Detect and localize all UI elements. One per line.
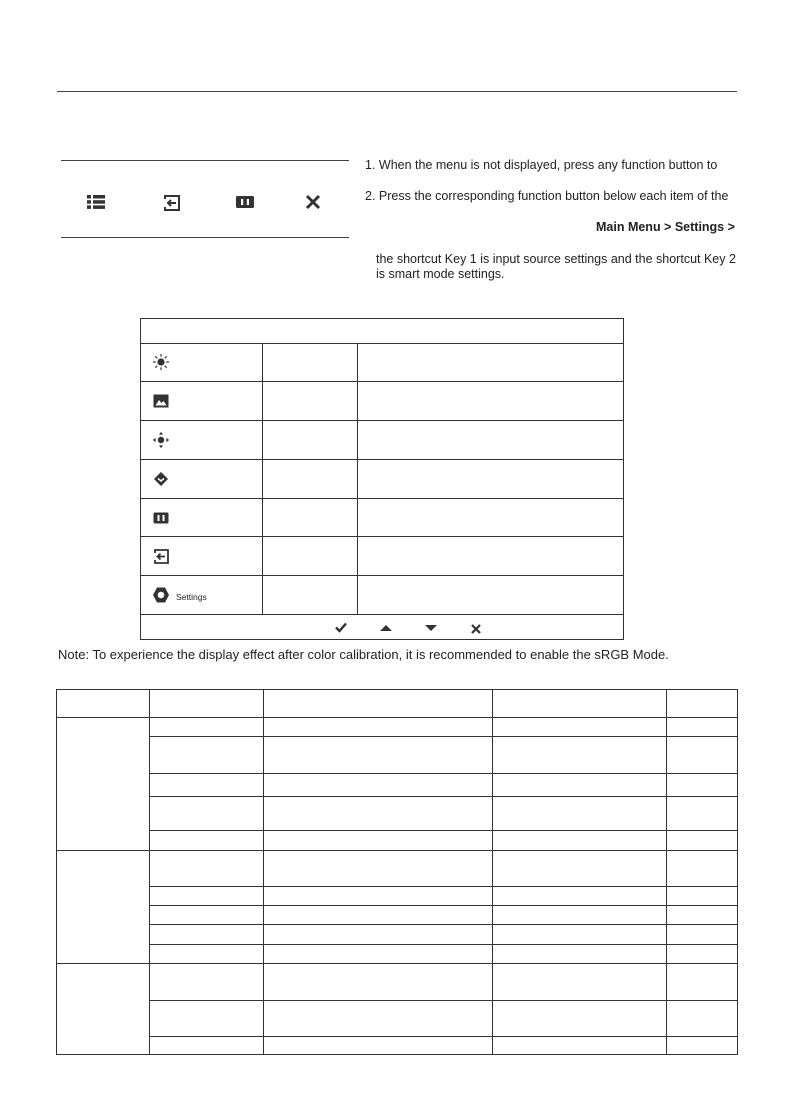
grid-line [149, 924, 738, 925]
down-icon [424, 621, 438, 633]
menu-row-line [141, 343, 623, 344]
instruction-step-1: 1. When the menu is not displayed, press any function button to [365, 158, 718, 172]
header-rule [57, 91, 737, 92]
button-bar-bottom-line [61, 237, 349, 238]
close-icon[interactable] [300, 189, 326, 215]
input-source-icon[interactable] [159, 190, 185, 216]
grid-line [149, 886, 738, 887]
menu-row-line [141, 498, 623, 499]
button-bar-top-line [61, 160, 349, 161]
menu-row-line [141, 614, 623, 615]
confirm-icon [334, 620, 348, 634]
shortcut-info-line-1: the shortcut Key 1 is input source settings and the shortcut Key 2 [376, 252, 736, 266]
grid-line [56, 717, 738, 718]
image-icon [152, 392, 170, 410]
grid-line [56, 689, 738, 690]
smart-mode-icon [152, 509, 170, 527]
menu-row-line [141, 536, 623, 537]
smart-mode-icon[interactable] [232, 189, 258, 215]
color-icon [152, 470, 170, 488]
menu-row-line [141, 459, 623, 460]
exit-icon [470, 622, 482, 634]
grid-line [149, 830, 738, 831]
grid-line [149, 944, 738, 945]
menu-col-line [357, 343, 358, 614]
settings-icon [152, 586, 170, 604]
grid-line [149, 736, 738, 737]
grid-line [56, 850, 738, 851]
menu-row-line [141, 420, 623, 421]
menu-path: Main Menu > Settings > [596, 220, 735, 234]
settings-grid [56, 689, 738, 1055]
grid-line [149, 1036, 738, 1037]
menu-list-icon[interactable] [83, 189, 109, 215]
menu-row-line [141, 381, 623, 382]
calibration-note: Note: To experience the display effect after color calibration, it is recommended to enable the sRGB Mode. [58, 647, 669, 662]
instruction-step-2: 2. Press the corresponding function button below each item of the [365, 189, 729, 203]
grid-line [56, 689, 57, 1055]
grid-line [149, 1000, 738, 1001]
grid-line [149, 773, 738, 774]
brightness-icon [152, 353, 170, 371]
up-icon [379, 621, 393, 633]
settings-label: Settings [176, 592, 207, 602]
main-menu-table [140, 318, 624, 640]
shortcut-info-line-2: is smart mode settings. [376, 267, 505, 281]
menu-row-line [141, 575, 623, 576]
grid-line [149, 905, 738, 906]
position-icon [152, 431, 170, 449]
menu-col-line [262, 343, 263, 614]
grid-line [56, 1054, 738, 1055]
grid-line [56, 963, 738, 964]
grid-line [149, 796, 738, 797]
input-source-icon [152, 547, 170, 565]
